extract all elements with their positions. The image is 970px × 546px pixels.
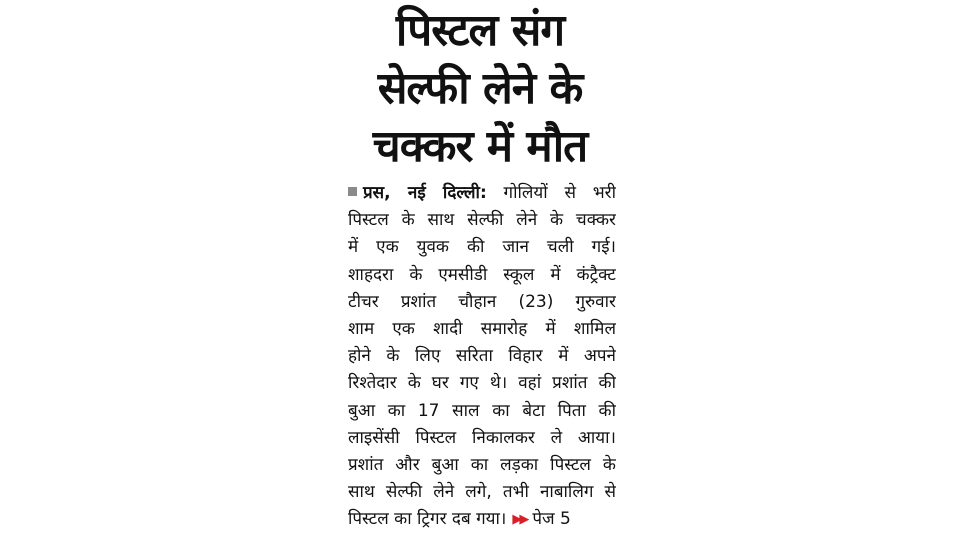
body-line: प्रशांत और बुआ का लड़का पिस्टल के [348, 455, 616, 476]
body-line [348, 506, 616, 533]
dateline: प्रस, नई दिल्ली: [363, 183, 487, 203]
square-bullet-icon [348, 187, 357, 196]
body-line [348, 180, 616, 207]
body-line: लाइसेंसी पिस्टल निकालकर ले आया। [348, 427, 616, 448]
headline-line: पिस्टल संग [395, 5, 565, 56]
body-line: साथ सेल्फी लेने लगे, तभी नाबालिग से [348, 482, 616, 503]
headline-line: सेल्फी लेने के [377, 63, 583, 114]
continuation-link[interactable]: पेज 5 [532, 509, 571, 530]
article-body [348, 180, 616, 534]
news-article [340, 0, 620, 546]
headline-line: चक्कर में मौत [372, 121, 588, 172]
headline [340, 0, 620, 176]
body-line: रिश्तेदार के घर गए थे। वहां प्रशांत की [348, 373, 616, 394]
body-line: पिस्टल के साथ सेल्फी लेने के चक्कर [348, 210, 616, 231]
body-line: होने के लिए सरिता विहार में अपने [348, 346, 616, 367]
body-text-fragment: पिस्टल का ट्रिगर दब गया। [348, 509, 507, 530]
body-line: शाहदरा के एमसीडी स्कूल में कंट्रैक्ट [348, 264, 616, 285]
double-arrow-icon: ▶▶ [512, 512, 527, 528]
body-line: में एक युवक की जान चली गई। [348, 237, 616, 258]
body-text-fragment: गोलियों से भरी [503, 183, 616, 203]
body-line: बुआ का 17 साल का बेटा पिता की [348, 400, 616, 421]
body-line: टीचर प्रशांत चौहान (23) गुरुवार [348, 291, 616, 312]
body-line: शाम एक शादी समारोह में शामिल [348, 319, 616, 340]
